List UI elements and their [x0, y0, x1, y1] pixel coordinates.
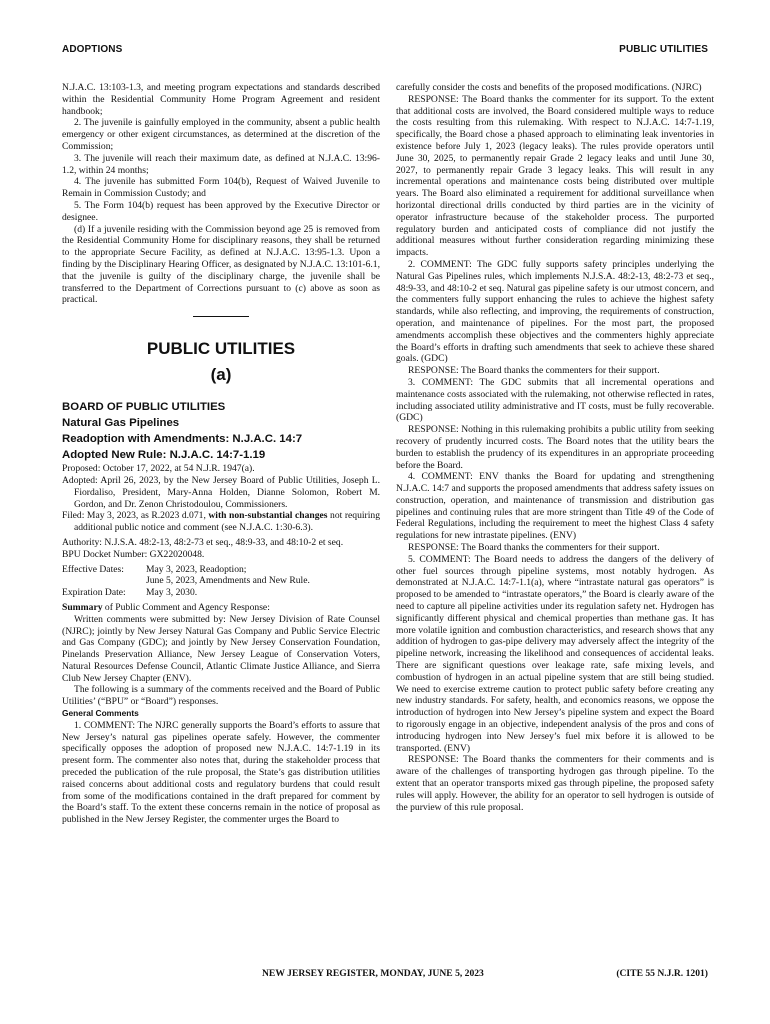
footer-citation: (CITE 55 N.J.R. 1201)	[616, 968, 708, 979]
paragraph: N.J.A.C. 13:103-1.3, and meeting program expectations and standards described within the Residential Community Home Program Agreement and resident handbook;	[62, 82, 380, 117]
proposed-line: Proposed: October 17, 2022, at 54 N.J.R. 1947(a).	[62, 463, 255, 475]
readoption-heading: Readoption with Amendments: N.J.A.C. 14:7	[62, 433, 303, 446]
authority-line: Authority: N.J.S.A. 48:2-13, 48:2-73 et seq., 48:9-33, and 48:10-2 et seq.	[62, 536, 344, 548]
paragraph: 2. COMMENT: The GDC fully supports safety principles underlying the Natural Gas Pipelines rules, which implements N.J.S.A. 48:2-13, 48:2-73 et seq., 48:9-33, and 48:10-2 et seq. Natural gas pipeline safety is our utmost concern, and the commenters fully support enhancing the rules to achieve the highest safety standards, while also reflecting, and improving, the requirements of construction, operation, and maintenance of pipelines. For the most part, the proposed amendments accomplish these objectives and the commenters highly appreciate the Board’s efforts in drafting such amendments that seek to achieve these shared goals. (GDC)	[396, 258, 714, 365]
paragraph: The following is a summary of the comments received and the Board of Public Utilities’ (“BPU” or “Board”) responses.	[62, 684, 380, 708]
section-title: PUBLIC UTILITIES	[146, 339, 296, 359]
effective-dates-value	[146, 564, 380, 588]
paragraph: RESPONSE: Nothing in this rulemaking prohibits a public utility from seeking recovery of prudently incurred costs. The Board notes that the utility bears the burden to establish the prudency of its expenditures in an appropriate proceeding before the Board.	[396, 424, 714, 471]
filed-text: Filed: May 3, 2023, as R.2023 d.071,	[62, 510, 209, 522]
expiration-date-label: Expiration Date:	[62, 587, 126, 599]
right-column	[396, 82, 714, 813]
agency-heading: BOARD OF PUBLIC UTILITIES	[62, 401, 226, 414]
paragraph: 2. The juvenile is gainfully employed in the community, absent a public health emergency or other exigent circumstances, as determined at the discretion of the Commission;	[62, 117, 380, 152]
paragraph: 1. COMMENT: The NJRC generally supports the Board’s efforts to assure that New Jersey’s natural gas pipelines operate safely. However, the commenter specifically opposes the adoption of proposed new N.J.A.C. 14:7-1.19 in its present form. The commenter also notes that, during the stakeholder process that preceded the publication of the rule proposal, the State’s gas distribution utilities raised concerns about additional costs and regulatory burdens that could result from some of the modifications contained in the draft prepared for comment by the Board’s staff. To the extent these concerns remain in the notice of proposal as published in the New Jersey Register, the commenter urges the Board to	[62, 719, 380, 826]
new-rule-heading: Adopted New Rule: N.J.A.C. 14:7-1.19	[62, 449, 266, 462]
summary-bold: Summary	[62, 601, 103, 613]
filed-text-end: not requiring additional public notice and comment (see N.J.A.C. 1:30-6.3).	[74, 510, 380, 534]
footer-register-date: NEW JERSEY REGISTER, MONDAY, JUNE 5, 2023	[262, 968, 484, 979]
paragraph: 5. The Form 104(b) request has been approved by the Executive Director or designee.	[62, 199, 380, 223]
section-letter: (a)	[210, 365, 232, 385]
effective-dates-label: Effective Dates:	[62, 563, 124, 575]
paragraph: 4. The juvenile has submitted Form 104(b), Request of Waived Juvenile to Remain in Commission Custody; and	[62, 176, 380, 200]
paragraph: carefully consider the costs and benefits of the proposed modifications. (NJRC)	[396, 82, 702, 93]
left-column	[62, 82, 380, 826]
paragraph: Written comments were submitted by: New Jersey Division of Rate Counsel (NJRC); jointly by New Jersey Natural Gas Company and Public Service Electric and Gas Company (GDC); and jointly by New Jersey Conservation Foundation, Pinelands Preservation Alliance, New Jersey League of Conservation Voters, Natural Resources Defense Council, Atlantic Climate Justice Alliance, and Sierra Club New Jersey Chapter (ENV).	[62, 613, 380, 684]
section-divider	[193, 316, 249, 317]
effective-date-amendments: June 5, 2023, Amendments and New Rule.	[146, 575, 310, 587]
summary-rest: of Public Comment and Agency Response:	[102, 601, 270, 613]
paragraph: 3. COMMENT: The GDC submits that all incremental operations and maintenance costs associated with the rulemaking, not otherwise reflected in rates, including associated utility administrative and IT costs, must be fully recoverable. (GDC)	[396, 376, 714, 424]
topic-heading: Natural Gas Pipelines	[62, 417, 180, 430]
summary-heading	[62, 602, 380, 614]
adopted-line: Adopted: April 26, 2023, by the New Jersey Board of Public Utilities, Joseph L. Fiordaliso, President, Mary-Anna Holden, Dianne Solomon, Robert M. Gordon, and Dr. Zenon Christodoulou, Commissioners.	[62, 474, 380, 510]
paragraph: RESPONSE: The Board thanks the commenters for their comments and is aware of the challenges of transporting hydrogen gas through pipeline. To the extent that an operator transports mixed gas through pipeline, the proposed safety rules will apply. However, the ability for an operator to sell hydrogen is outside of the purview of this rule proposal.	[396, 754, 714, 813]
running-header-right: PUBLIC UTILITIES	[619, 44, 708, 55]
paragraph: (d) If a juvenile residing with the Commission beyond age 25 is removed from the Residential Community Home for disciplinary reasons, they shall be returned to the appropriate Secure Facility, as defined at N.J.A.C. 13:95-1.3. Upon a finding by the Disciplinary Hearing Officer, as designated by N.J.A.C. 13:101-6.1, that the juvenile is guilty of the disciplinary charge, the juvenile shall be transferred to the Department of Corrections pursuant to (c) above as soon as practical.	[62, 223, 380, 306]
paragraph: 3. The juvenile will reach their maximum date, as defined at N.J.A.C. 13:96-1.2, within 24 months;	[62, 152, 380, 176]
paragraph: RESPONSE: The Board thanks the commenter for its support. To the extent that additional costs are involved, the Board considered multiple ways to reduce the costs resulting from this rulemaking. With respect to N.J.A.C. 14:7-1.19, specifically, the Board chose a phased approach to eliminating leak inventories in existence before July 1, 2023 (legacy leaks). The rules provide operators until June 30, 2025, to permanently repair Grade 2 legacy leaks and until June 30, 2027, to permanently repair Grade 3 legacy leaks. This will result in any incremental operations and maintenance costs being distributed over multiple years. The Board also eliminated a requirement for additional surveillance when horizontal directional drills conducted by third parties are in the vicinity of operator infrastructure because of the stakeholder process. The purported regulatory burden and anticipated costs of compliance did not justify the additional measures without further consideration regarding minimizing these impacts.	[396, 93, 714, 259]
filed-emphasis: with non-substantial changes	[208, 510, 328, 522]
paragraph: RESPONSE: The Board thanks the commenters for their support.	[408, 365, 660, 377]
effective-dates	[62, 564, 380, 588]
expiration-date-value: May 3, 2030.	[146, 587, 198, 599]
effective-date-readoption: May 3, 2023, Readoption;	[146, 563, 247, 575]
subheading: General Comments	[62, 708, 139, 719]
paragraph: RESPONSE: The Board thanks the commenters for their support.	[408, 542, 660, 554]
paragraph: 4. COMMENT: ENV thanks the Board for updating and strengthening N.J.A.C. 14:7 and supports the proposed amendments that address safety issues on construction, operation, and maintenance of transmission and distribution gas pipelines and continuing rules that are more stringent than Title 49 of the Code of Federal Regulations, including the requirement to meet the highest Class 4 safety regulations for new intrastate pipelines. (ENV)	[396, 471, 714, 542]
running-header-left: ADOPTIONS	[62, 44, 123, 55]
filed-line	[62, 510, 380, 534]
docket-line: BPU Docket Number: GX22020048.	[62, 548, 205, 560]
expiration-date	[62, 587, 380, 599]
paragraph: 5. COMMENT: The Board needs to address the dangers of the delivery of other fuel sources through pipeline systems, most notably hydrogen. As demonstrated at N.J.A.C. 14:7-1.1(a), where “intrastate natural gas operators” is proposed to be amended to “intrastate operators,” the Board is clearly aware of the need to capture all pipeline activities under its regulation safety net. Hydrogen has significantly different physical and chemical properties than methane gas. It has more volatile ignition and combustion characteristics, and research shows that any addition of hydrogen to gas-pipe delivery may adversely affect the integrity of the pipeline network, increasing the likelihood and consequences of accidental leaks. There are significant questions over leakage rate, safe mixing levels, and combustion of hydrogen in an actual pipeline system that are still being studied. We need to exercise extreme caution to protect public safety before creating any new industry standards. For safety, health, and economics reasons, we oppose the introduction of hydrogen into New Jersey’s pipeline system and expect the Board to rigorously engage in an objective, independent analysis of the pros and cons of introducing hydrogen into New Jersey’s fuel mix before it is allowed to be transported. (ENV)	[396, 553, 714, 754]
